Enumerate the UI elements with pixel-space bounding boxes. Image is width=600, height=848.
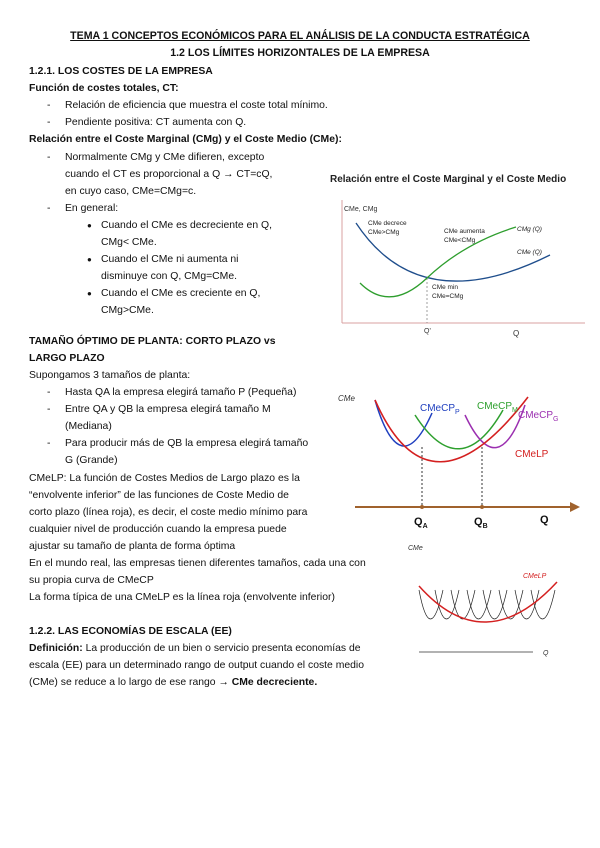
planta-item-1: - Hasta QA la empresa elegirá tamaño P (Pequeña): [65, 384, 296, 401]
sub-item-3-l1: ● Cuando el CMe es creciente en Q,: [101, 285, 260, 302]
def-label: Definición:: [29, 643, 83, 654]
chart1-ylabel: CMe, CMg: [344, 206, 378, 213]
sub-item-2-l2: disminuye con Q, CMg=CMe.: [101, 271, 237, 282]
cmg-label: CMg (Q): [517, 226, 542, 233]
chart3-cmelp-label: CMeLP: [523, 573, 547, 580]
section-heading-122: 1.2.2. LAS ECONOMÍAS DE ESCALA (EE): [29, 626, 232, 637]
def-line-2: escala (EE) para un determinado rango de output cuando el coste medio: [29, 660, 365, 671]
planta-para-l1: CMeLP: La función de Costes Medios de Largo plazo es la: [29, 473, 300, 484]
cmecp-cmelp-chart: [330, 385, 600, 535]
short-run-curve: [499, 590, 523, 619]
planta-item-3-l1: - Para producir más de QB la empresa elegirá tamaño: [65, 435, 308, 452]
cmecp-p-label: CMeCP$_P$: [420, 403, 460, 416]
sub-item-1-l1: ● Cuando el CMe es decreciente en Q,: [101, 217, 272, 234]
def-line-3: [29, 674, 317, 691]
ct-heading: Función de costes totales, CT:: [29, 83, 179, 94]
short-run-curve: [515, 590, 539, 619]
def-text-3: (CMe) se reduce a lo largo de ese rango →: [29, 677, 232, 688]
ann-decr-l1: CMe decrece: [368, 220, 407, 227]
cmecp-m-label: CMeCP$_M$: [477, 401, 518, 414]
rel-item-2: - En general:: [65, 200, 118, 217]
sub-item-2-l1: ● Cuando el CMe ni aumenta ni: [101, 251, 238, 268]
planta-heading-l1: TAMAÑO ÓPTIMO DE PLANTA: CORTO PLAZO vs: [29, 336, 276, 347]
planta-para-l6: En el mundo real, las empresas tienen diferentes tamaños, cada una con: [29, 558, 366, 569]
ct-item-1: - Relación de eficiencia que muestra el coste total mínimo.: [65, 97, 328, 114]
def-emphasis: CMe decreciente.: [231, 677, 318, 688]
cmelp-label: CMeLP: [515, 449, 549, 460]
ann-min-l2: CMe=CMg: [432, 293, 464, 300]
planta-item-3-l2: G (Grande): [65, 455, 118, 466]
cme-label: CMe (Q): [517, 249, 542, 256]
def-line-1: [29, 640, 361, 657]
planta-para-l2: “envolvente inferior” de las funciones de Coste Medio de: [29, 490, 289, 501]
ann-incr-l1: CMe aumenta: [444, 228, 485, 235]
short-run-curve: [467, 590, 491, 619]
short-run-curve: [483, 590, 507, 619]
planta-para-l5: ajustar su tamaño de planta de forma óptima: [29, 541, 236, 552]
page-title: TEMA 1 CONCEPTOS ECONÓMICOS PARA EL ANÁLISIS DE LA CONDUCTA ESTRATÉGICA: [70, 30, 530, 42]
chart1-title: Relación entre el Coste Marginal y el Coste Medio: [330, 174, 567, 185]
planta-para-l8: La forma típica de una CMeLP es la línea roja (envolvente inferior): [29, 592, 335, 603]
sub-item-1-l2: CMg< CMe.: [101, 237, 157, 248]
ann-incr-l2: CMe<CMg: [444, 237, 476, 244]
qa-label: $Q_A$: [414, 516, 428, 530]
sub-item-3-l2: CMg>CMe.: [101, 305, 154, 316]
planta-intro: Supongamos 3 tamaños de planta:: [29, 370, 191, 381]
page-subtitle: 1.2 LOS LÍMITES HORIZONTALES DE LA EMPRESA: [170, 47, 430, 59]
planta-para-l4: cualquier nivel de producción cuando la empresa puede: [29, 524, 287, 535]
ann-decr-l2: CMe>CMg: [368, 229, 400, 236]
planta-heading-l2: LARGO PLAZO: [29, 353, 105, 364]
planta-item-2-l2: (Mediana): [65, 421, 112, 432]
chart2-ylabel: CMe: [338, 394, 355, 403]
rel-item-1-l2: cuando el CT es proporcional a Q → CT=cQ,: [65, 169, 273, 180]
cmecp-g-label: CMeCP$_G$: [518, 410, 559, 423]
chart3-xlabel: Q: [543, 650, 549, 657]
chart2-axis-arrow: [570, 502, 580, 512]
planta-para-l3: corto plazo (línea roja), es decir, el coste medio mínimo para: [29, 507, 308, 518]
planta-para-l7: su propia curva de CMeCP: [29, 575, 154, 586]
chart1-xlabel: Q: [513, 329, 520, 338]
envelope-chart: [405, 540, 595, 660]
ct-item-2: - Pendiente positiva: CT aumenta con Q.: [65, 114, 246, 131]
section-heading-121: 1.2.1. LOS COSTES DE LA EMPRESA: [29, 66, 213, 77]
q-label: Q: [540, 514, 549, 526]
def-text-1: La producción de un bien o servicio presenta economías de: [82, 643, 361, 654]
qb-label: $Q_B$: [474, 516, 488, 530]
short-run-curve: [531, 590, 555, 619]
chart1-xtick: Q': [424, 328, 431, 335]
chart3-ylabel: CMe: [408, 545, 423, 552]
rel-item-1-l1: - Normalmente CMg y CMe difieren, excepto: [65, 149, 264, 166]
rel-item-1-l3: en cuyo caso, CMe=CMg=c.: [65, 186, 197, 197]
cmg-cme-chart: [320, 165, 590, 340]
ann-min-l1: CMe min: [432, 284, 459, 291]
planta-item-2-l1: - Entre QA y QB la empresa elegirá tamaño M: [65, 401, 271, 418]
rel-heading: Relación entre el Coste Marginal (CMg) y el Coste Medio (CMe):: [29, 134, 342, 145]
